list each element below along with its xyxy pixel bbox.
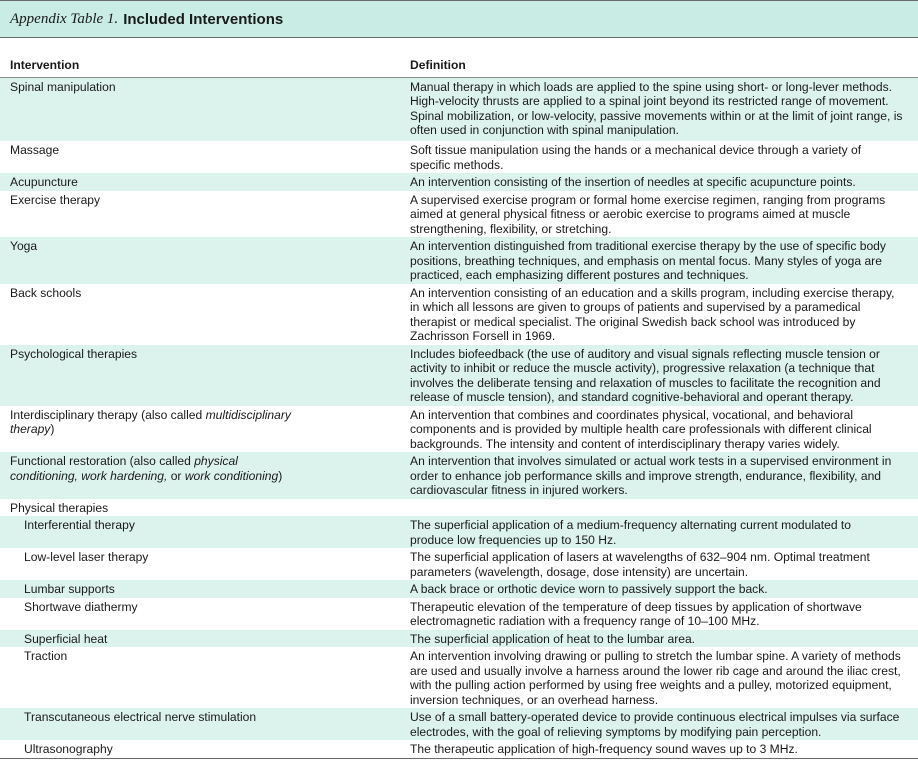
intervention-cell: Back schools xyxy=(10,285,82,300)
definition-cell xyxy=(405,499,918,517)
section-label: Physical therapies xyxy=(10,500,109,515)
table-row xyxy=(0,237,918,284)
table-row xyxy=(0,630,918,648)
table-bottom-rule xyxy=(0,758,918,763)
table-row xyxy=(0,548,918,580)
table-row xyxy=(0,598,918,630)
table-row xyxy=(0,708,918,740)
header-row xyxy=(0,38,918,77)
intervention-cell: Spinal manipulation xyxy=(0,77,405,141)
table-row xyxy=(0,77,918,141)
table-label: Appendix Table 1. xyxy=(10,10,119,27)
definition-cell: An intervention involving drawing or pulling to stretch the lumbar spine. A variety of methods are used and usually involve a harness around the lower rib cage and around the iliac crest, with the pulling action performed by using free weights and a pulley, motorized equipment, inversion techniques, or an overhead harness. xyxy=(410,649,901,707)
definition-cell: A supervised exercise program or formal home exercise regimen, ranging from programs aimed at general physical fitness or aerobic exercise to programs aimed at muscle strengthening, flexibility, or stretching. xyxy=(410,192,886,236)
table-row xyxy=(0,580,918,598)
definition-cell: An intervention consisting of the insertion of needles at specific acupuncture points. xyxy=(405,173,918,191)
definition-cell: Therapeutic elevation of the temperature of deep tissues by application of shortwave electromagnetic radiation with a frequency range of 10–100 MHz. xyxy=(410,599,862,628)
table-row xyxy=(0,406,918,453)
intervention-cell: Shortwave diathermy xyxy=(24,599,138,614)
column-header-intervention: Intervention xyxy=(0,38,405,77)
intervention-cell: Yoga xyxy=(0,237,405,284)
definition-cell: Soft tissue manipulation using the hands or a mechanical device through a variety of specific methods. xyxy=(410,143,862,172)
intervention-cell: Acupuncture xyxy=(0,173,405,191)
table-title: Included Interventions xyxy=(123,10,284,28)
definition-cell: Includes biofeedback (the use of auditory and visual signals reflecting muscle tension or activity to inhibit or reduce the muscle activity), progressive relaxation (a technique that involves the deliberate tensing and relaxation of muscles to facilitate the recognition and release of muscle tension), and standard cognitive-behavioral and operant therapy. xyxy=(405,345,918,406)
intervention-cell: Massage xyxy=(10,143,60,157)
intervention-cell: Traction xyxy=(24,649,68,663)
definition-cell: Use of a small battery-operated device to provide continuous electrical impulses via surface electrodes, with the goal of relieving symptoms by modifying pain perception. xyxy=(405,708,918,740)
definition-cell: The superficial application of a medium-frequency alternating current modulated to produce low frequencies up to 150 Hz. xyxy=(405,516,918,548)
column-header-definition: Definition xyxy=(405,38,918,77)
definition-cell: The superficial application of heat to the lumbar area. xyxy=(405,630,918,648)
definition-cell: An intervention that involves simulated or actual work tests in a supervised environment in order to enhance job performance skills and improve strength, endurance, flexibility, and cardiovascular fitness in injured workers. xyxy=(405,452,918,499)
intervention-cell: Exercise therapy xyxy=(10,192,101,207)
intervention-cell: Transcutaneous electrical nerve stimulation xyxy=(0,708,405,740)
intervention-cell: Ultrasonography xyxy=(24,742,113,756)
table-row xyxy=(0,452,918,499)
definition-cell: An intervention distinguished from traditional exercise therapy by the use of specific body positions, breathing techniques, and emphasis on mental focus. Many styles of yoga are practiced, each emphasizing different postures and techniques. xyxy=(405,237,918,284)
table-row xyxy=(0,516,918,548)
intervention-cell: Functional restoration (also called physical conditioning, work hardening, or work conditioning) xyxy=(0,452,405,499)
definition-cell: An intervention that combines and coordinates physical, vocational, and behavioral components and is provided by multiple health care professionals with different clinical backgrounds. The intensity and content of interdisciplinary therapy varies widely. xyxy=(410,407,872,451)
table-row xyxy=(0,647,918,708)
table-row xyxy=(0,345,918,406)
table-row xyxy=(0,284,918,345)
definition-cell: The superficial application of lasers at wavelengths of 632–904 nm. Optimal treatment parameters (wavelength, dosage, dose intensity) are uncertain. xyxy=(410,550,870,579)
intervention-cell: Psychological therapies xyxy=(0,345,405,406)
definition-cell: Manual therapy in which loads are applied to the spine using short- or long-lever methods. High-velocity thrusts are applied to a spinal joint beyond its restricted range of movement. Spinal mobilization, or low-velocity, passive movements within or at the limit of joint range, is often used in conjunction with spinal manipulation. xyxy=(405,77,918,141)
bottom-rule xyxy=(0,758,918,763)
intervention-cell: Lumbar supports xyxy=(0,580,405,598)
table-row xyxy=(0,173,918,191)
intervention-cell: Superficial heat xyxy=(0,630,405,648)
intervention-cell: Interdisciplinary therapy (also called multidisciplinary therapy) xyxy=(10,407,291,436)
intervention-cell: Interferential therapy xyxy=(0,516,405,548)
interventions-table xyxy=(0,38,918,763)
table-row xyxy=(0,191,918,238)
definition-cell: An intervention consisting of an education and a skills program, including exercise therapy, in which all lessons are given to groups of patients and supervised by a paramedical therapist or medical specialist. The original Swedish back school was introduced by Zachrisson Forsell in 1969. xyxy=(410,285,895,343)
definition-cell: The therapeutic application of high-frequency sound waves up to 3 MHz. xyxy=(410,742,798,756)
table-row xyxy=(0,141,918,173)
table-row xyxy=(0,740,918,758)
table-row-section xyxy=(0,499,918,517)
intervention-cell: Low-level laser therapy xyxy=(24,550,149,564)
definition-cell: A back brace or orthotic device worn to passively support the back. xyxy=(405,580,918,598)
table-title-bar xyxy=(0,0,918,38)
